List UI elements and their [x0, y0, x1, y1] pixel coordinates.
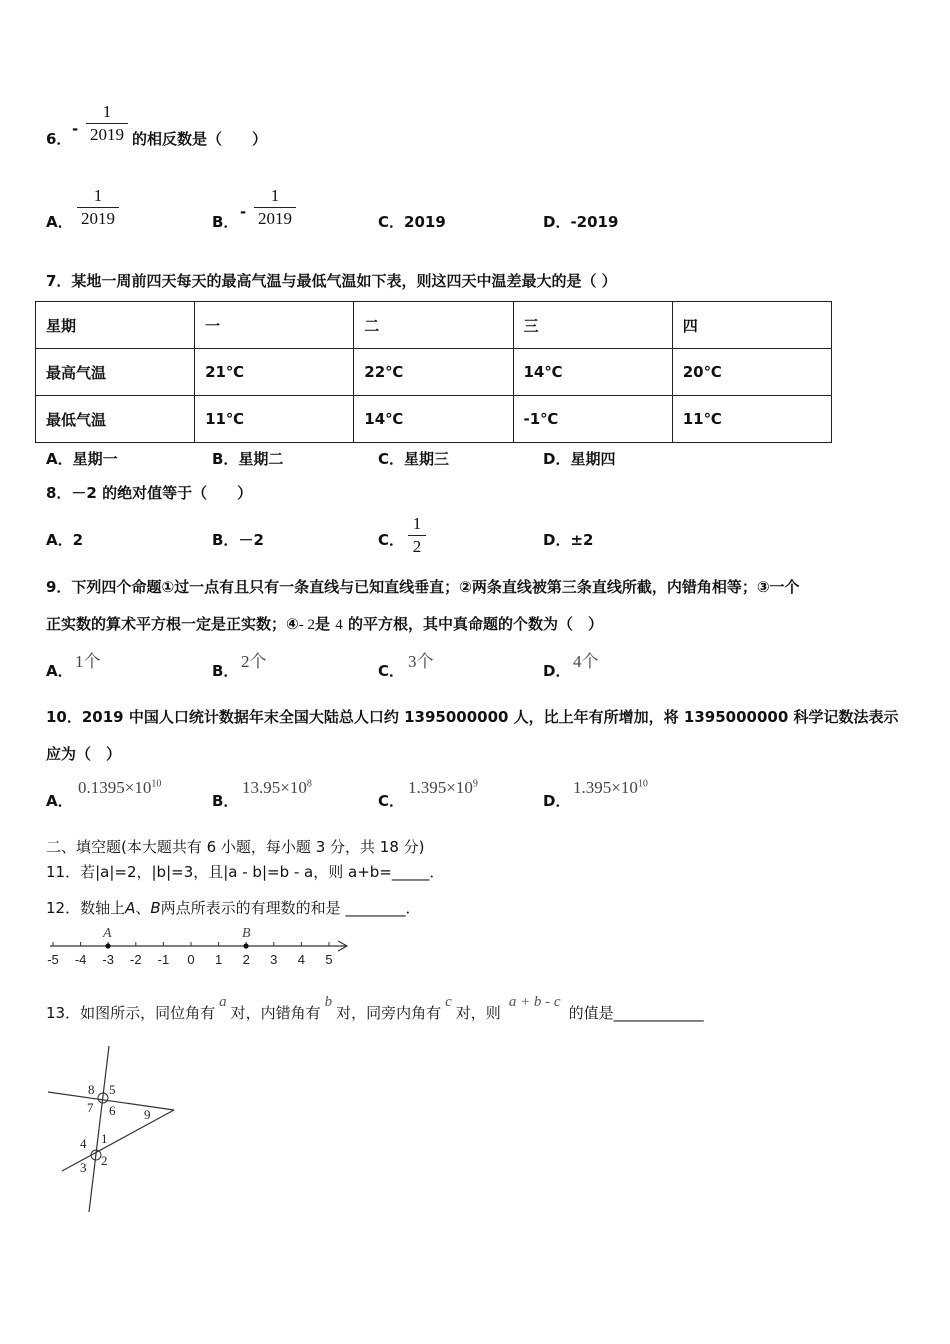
table-cell: 21℃ — [195, 349, 354, 396]
q10-option-a-label: A． — [46, 792, 73, 810]
q8-option-c-num: 1 — [412, 514, 422, 533]
table-row — [36, 349, 832, 396]
q9-math: 4 — [335, 617, 343, 633]
q9-option-d-label: D． — [543, 662, 571, 680]
number-line-tick-label: 2 — [242, 952, 250, 967]
number-line-tick-label: 0 — [187, 952, 195, 967]
table-header-row — [36, 302, 832, 349]
table-cell: 一 — [195, 302, 354, 349]
q8-option-c-den: 2 — [412, 537, 422, 556]
q8-option-b-text: －2 — [238, 531, 264, 549]
q6-fraction — [86, 102, 128, 145]
angle-label-8: 8 — [88, 1082, 95, 1097]
q7-option-d: D．星期四 — [543, 450, 616, 468]
q13-text: 对，内错角有 — [230, 1004, 321, 1022]
table-cell: 二 — [354, 302, 513, 349]
temperature-table — [35, 301, 832, 443]
q6-option-b-num: 1 — [270, 186, 280, 205]
q8-option-c-label: C． — [378, 531, 405, 549]
table-cell: 22℃ — [354, 349, 513, 396]
q6-option-b-label: B． — [212, 213, 239, 231]
q10-option-b-exp: 8 — [306, 778, 312, 790]
q10-stem-line2: 应为（ ） — [46, 745, 122, 763]
fraction-bar — [86, 123, 128, 124]
q6-option-b-den: 2019 — [258, 209, 292, 228]
angle-label-2: 2 — [101, 1153, 108, 1168]
q6-option-d — [543, 211, 618, 232]
q8-option-a — [46, 529, 83, 550]
q8-option-a-text: 2 — [72, 531, 84, 549]
angle-label-7: 7 — [87, 1100, 94, 1115]
angle-label-5: 5 — [109, 1082, 116, 1097]
q10-option-b-expr — [242, 778, 312, 798]
q6-option-c — [378, 211, 446, 232]
q9-text: 的平方根，其中真命题的个数为（ ） — [347, 615, 603, 633]
fraction-bar — [408, 535, 426, 536]
q13-text: 对，同旁内角有 — [336, 1004, 442, 1022]
fraction-bar — [77, 207, 119, 208]
q9-stem-line2 — [46, 613, 603, 634]
table-cell: 最高气温 — [36, 349, 195, 396]
q12-stem — [46, 897, 420, 918]
q8-option-d-text: ±2 — [570, 531, 594, 549]
angle-label-1: 1 — [101, 1131, 108, 1146]
q9-option-d-text: 4个 — [573, 652, 599, 671]
number-line-tick-label: 1 — [214, 952, 223, 967]
point-b-label: B — [242, 926, 251, 941]
number-line-tick-label: -3 — [102, 952, 114, 967]
table-cell: 四 — [672, 302, 831, 349]
q10-option-b-base: 13.95×10 — [242, 778, 307, 797]
q6-frac-numerator: 1 — [102, 102, 112, 121]
table-cell: 最低气温 — [36, 396, 195, 443]
q9-option-c-label: C． — [378, 662, 405, 680]
angle-label-4: 4 — [80, 1136, 87, 1151]
q10-option-b-label: B． — [212, 792, 239, 810]
q10-option-d-base: 1.395×10 — [573, 778, 638, 797]
q10-option-c-base: 1.395×10 — [408, 778, 473, 797]
q6-option-c-text: 2019 — [404, 213, 446, 231]
q9-stem-line1: 9．下列四个命题①过一点有且只有一条直线与已知直线垂直；②两条直线被第三条直线所截，内错角相等；③一个 — [46, 578, 800, 596]
q6-number: 6． — [46, 130, 72, 148]
transversal-line — [89, 1046, 109, 1212]
q9-text: 正实数的算术平方根一定是正实数；④ — [46, 615, 299, 633]
table-cell: -1℃ — [513, 396, 672, 443]
point-b-dot — [243, 943, 248, 948]
q10-option-d-expr — [573, 778, 648, 798]
q10-option-c-label: C． — [378, 792, 405, 810]
q11-stem: 11．若|a|=2，|b|=3，且|a - b|=b - a，则 a+b=_____． — [46, 863, 445, 881]
q6-option-d-text: -2019 — [570, 213, 619, 231]
q9-option-a-text: 1个 — [75, 652, 101, 671]
q9-math: - 2 — [298, 617, 315, 633]
table-cell: 三 — [513, 302, 672, 349]
q13-var-b: b — [324, 994, 333, 1010]
q10-option-d-exp: 10 — [637, 778, 648, 790]
angle-figure — [40, 1040, 190, 1220]
q9-option-a-label: A． — [46, 662, 73, 680]
number-line-tick-label: 3 — [270, 952, 278, 967]
q7-option-b: B．星期二 — [212, 450, 284, 468]
number-line-tick-label: -5 — [47, 952, 59, 967]
section-title: 二、填空题(本大题共有 6 小题，每小题 3 分，共 18 分) — [46, 838, 425, 856]
q6-stem: 的相反数是（ ） — [132, 130, 268, 148]
number-line-tick-label: -1 — [157, 952, 170, 967]
q8-option-b — [212, 529, 264, 550]
q8-option-d-label: D． — [543, 531, 571, 549]
q13-var-a: a — [219, 994, 227, 1010]
q13-stem — [46, 994, 704, 1023]
q9-option-c-text: 3个 — [408, 652, 434, 671]
q10-option-a-base: 0.1395×10 — [78, 778, 152, 797]
point-a-dot — [105, 943, 110, 948]
q8-option-a-label: A． — [46, 531, 73, 549]
number-line-tick-label: -2 — [130, 952, 142, 967]
angle-label-9: 9 — [144, 1107, 151, 1122]
table-cell: 20℃ — [672, 349, 831, 396]
number-line-tick-label: 5 — [325, 952, 333, 967]
q6-option-b-fraction — [254, 186, 296, 229]
number-line-tick-label: 4 — [297, 952, 306, 967]
q7-stem: 7．某地一周前四天每天的最高气温与最低气温如下表，则这四天中温差最大的是（ ） — [46, 272, 617, 290]
q7-option-c: C．星期三 — [378, 450, 450, 468]
q9-option-b-label: B． — [212, 662, 239, 680]
q10-stem-line1: 10．2019 中国人口统计数据年末全国大陆总人口约 1395000000 人，比上年有所增加，将 1395000000 科学记数法表示 — [46, 708, 899, 726]
angle-label-6: 6 — [109, 1103, 116, 1118]
lower-line — [62, 1110, 174, 1171]
q6-option-c-label: C． — [378, 213, 405, 231]
number-line — [40, 922, 360, 972]
q13-var-c: c — [445, 994, 452, 1010]
q8-option-c-fraction — [408, 514, 426, 557]
q13-text: 的值是____________ — [568, 1004, 704, 1022]
q6-option-a-num: 1 — [93, 186, 103, 205]
q6-option-d-label: D． — [543, 213, 571, 231]
q6-minus-sign: - — [72, 120, 79, 138]
table-cell: 星期 — [36, 302, 195, 349]
number-line-tick-label: -4 — [74, 952, 87, 967]
table-row — [36, 396, 832, 443]
q12-text: 、 — [135, 899, 151, 917]
q10-option-c-exp: 9 — [472, 778, 478, 790]
q10-option-a-exp: 10 — [151, 778, 162, 790]
q8-option-d — [543, 529, 593, 550]
q7-option-a: A．星期一 — [46, 450, 118, 468]
table-cell: 11℃ — [672, 396, 831, 443]
table-cell: 14℃ — [354, 396, 513, 443]
q13-text: 13．如图所示，同位角有 — [46, 1004, 216, 1022]
q6-frac-denominator: 2019 — [90, 125, 124, 144]
q6-option-a-label: A． — [46, 213, 73, 231]
angle-label-3: 3 — [80, 1160, 87, 1175]
q10-option-d-label: D． — [543, 792, 571, 810]
point-a-label: A — [103, 926, 112, 941]
q8-option-b-label: B． — [212, 531, 239, 549]
table-cell: 14℃ — [513, 349, 672, 396]
q9-text: 是 — [314, 615, 330, 633]
fraction-bar — [254, 207, 296, 208]
q6-option-b-minus: - — [240, 203, 247, 221]
q12-text: 12．数轴上 — [46, 899, 126, 917]
q6-option-a-fraction — [77, 186, 119, 229]
q10-option-a-expr — [78, 778, 161, 798]
q12-point-a: A — [125, 899, 136, 917]
q8-stem: 8．－2 的绝对值等于（ ） — [46, 484, 253, 502]
q12-point-b: B — [150, 899, 161, 917]
q12-text: 两点所表示的有理数的和是 ________． — [160, 899, 421, 917]
q13-text: 对，则 — [455, 1004, 501, 1022]
q10-option-c-expr — [408, 778, 478, 798]
q6-option-a-den: 2019 — [81, 209, 115, 228]
q9-option-b-text: 2个 — [241, 652, 267, 671]
q13-expression: a + b - c — [508, 994, 561, 1010]
table-cell: 11℃ — [195, 396, 354, 443]
